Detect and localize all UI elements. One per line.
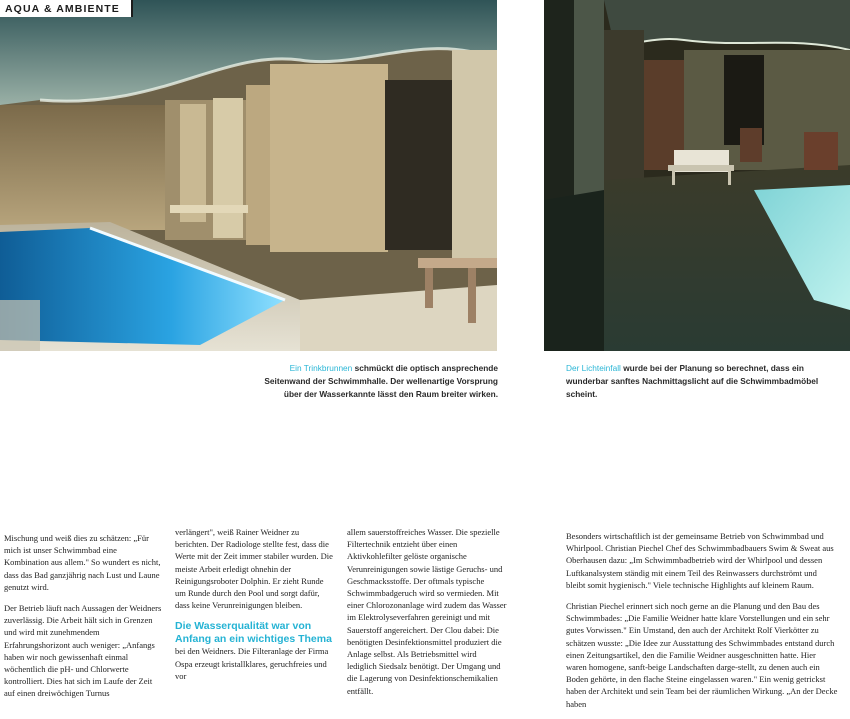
article-paragraph: allem sauerstoffreiches Wasser. Die spezielle Filtertechnik entzieht über einen Aktivkohlefilter gelöste organische Verunreinigungen sowie lästige Geruchs- und Geschmacksstoffe. Der oftmals typische Schwimmbadgeruch wird so vermieden. Mit einer Chlorozonanlage wird zudem das Wasser im Elektrolyseverfahren gereinigt und mit Sauerstoff angereichert. Der Clou dabei: Die benötigten Desinfektionsmittel produziert die Anlage selbst. Als Betriebsmittel wird lediglich Siedsalz benötigt. Der Umgang und die Lagerung von Desinfektionschemikalien entfällt.	[347, 527, 507, 696]
article-column-1	[4, 532, 162, 709]
article-column-4	[566, 530, 838, 719]
article-paragraph: Mischung und weiß dies zu schätzen: „Für mich ist unser Schwimmbad eine Kombination aus allem." So wundert es nicht, dass das Bad ganzjährig nach Lust und Laune genutzt wird.	[4, 533, 161, 592]
caption-right	[566, 362, 836, 401]
pool-photo-left-image	[0, 0, 497, 351]
caption-right-text: wurde bei der Planung so berechnet, dass ein wunderbar sanftes Nachmittagslicht auf die Schwimmbadmöbel scheint.	[566, 363, 819, 399]
article-column-2	[175, 526, 333, 682]
article-paragraph: Christian Piechel erinnert sich noch gerne an die Planung und den Bau des Schwimmbades: „Die Familie Weidner hatte klare Vorstellungen und ein sehr gutes Vorwissen." Ein Umstand, den auch der Architekt Rolf Vierkötter zu schätzen wusste: „Die Idee zur Ausstattung des Schwimmbades entstand durch einen Zeitungsartikel, den die Familie Weidner ausgeschnitten hatte. Hier waren homogene, sanft-beige Landschaften darge-stellt, zu denen auch ein Boden gehörte, in den flache Steine eingelassen waren." Ein wenig getrickst haben der Architekt und sein Team bei der räumlichen Wirkung. „An der Decke haben	[566, 601, 838, 709]
article-paragraph-continuation: bei den Weidners. Die Filteranlage der Firma Ospa erzeugt kristallklares, geruchfreies und vor	[175, 646, 329, 681]
article-paragraph: verlängert", weiß Rainer Weidner zu berichten. Der Radiologe stellte fest, dass die Werte mit der Zeit immer stabiler wurden. Die meiste Arbeit erledigt ohnehin der Reinigungsroboter Dolphin. Er zieht Runde um Runde durch den Pool und sorgt dafür, dass keine Verunreinigungen bleiben.	[175, 527, 333, 611]
section-title: AQUA & AMBIENTE	[5, 2, 120, 15]
article-paragraph: Besonders wirtschaftlich ist der gemeinsame Betrieb von Schwimmbad und Whirlpool. Christian Piechel Chef des Schwimmbadbauers Swim & Sweat aus Oberhausen dazu: „Im Schwimmbadbetrieb wird der Whirlpool und dessen Luftkanalsystem ständig mit einem Teil des Reinwassers durchströmt und bleibt somit hygienisch." Viele technische Highlights auf kleinem Raum.	[566, 531, 834, 590]
article-paragraph: Der Betrieb läuft nach Aussagen der Weidners zuverlässig. Die Arbeit hält sich in Grenzen und wird mit zunehmendem Erfahrungshorizont auch weniger: „Anfangs haben wir noch gewissenhaft einmal wöchentlich die pH- und Chlorwerte kontrolliert. Dies hat sich im Laufe der Zeit auf einen dreiwöchigen Turnus	[4, 603, 162, 699]
caption-right-lead: Der Lichteinfall	[566, 363, 621, 373]
caption-left	[246, 362, 498, 401]
article-column-3	[347, 526, 507, 706]
pool-photo-right-image	[544, 0, 850, 351]
article-paragraph-with-pullquote	[175, 620, 333, 682]
header-divider	[131, 0, 133, 17]
pool-photo-right	[544, 0, 850, 351]
caption-left-lead: Ein Trinkbrunnen	[289, 363, 353, 373]
pool-photo-left	[0, 0, 497, 351]
caption-left-text: schmückt die optisch ansprechende Seitenwand der Schwimmhalle. Der wellenartige Vorsprung über der Wasserkannte lässt den Raum breiter wirken.	[264, 363, 498, 399]
pullquote: Die Wasserqualität war von Anfang an ein wichtiges Thema	[175, 620, 332, 645]
section-header	[0, 0, 133, 17]
